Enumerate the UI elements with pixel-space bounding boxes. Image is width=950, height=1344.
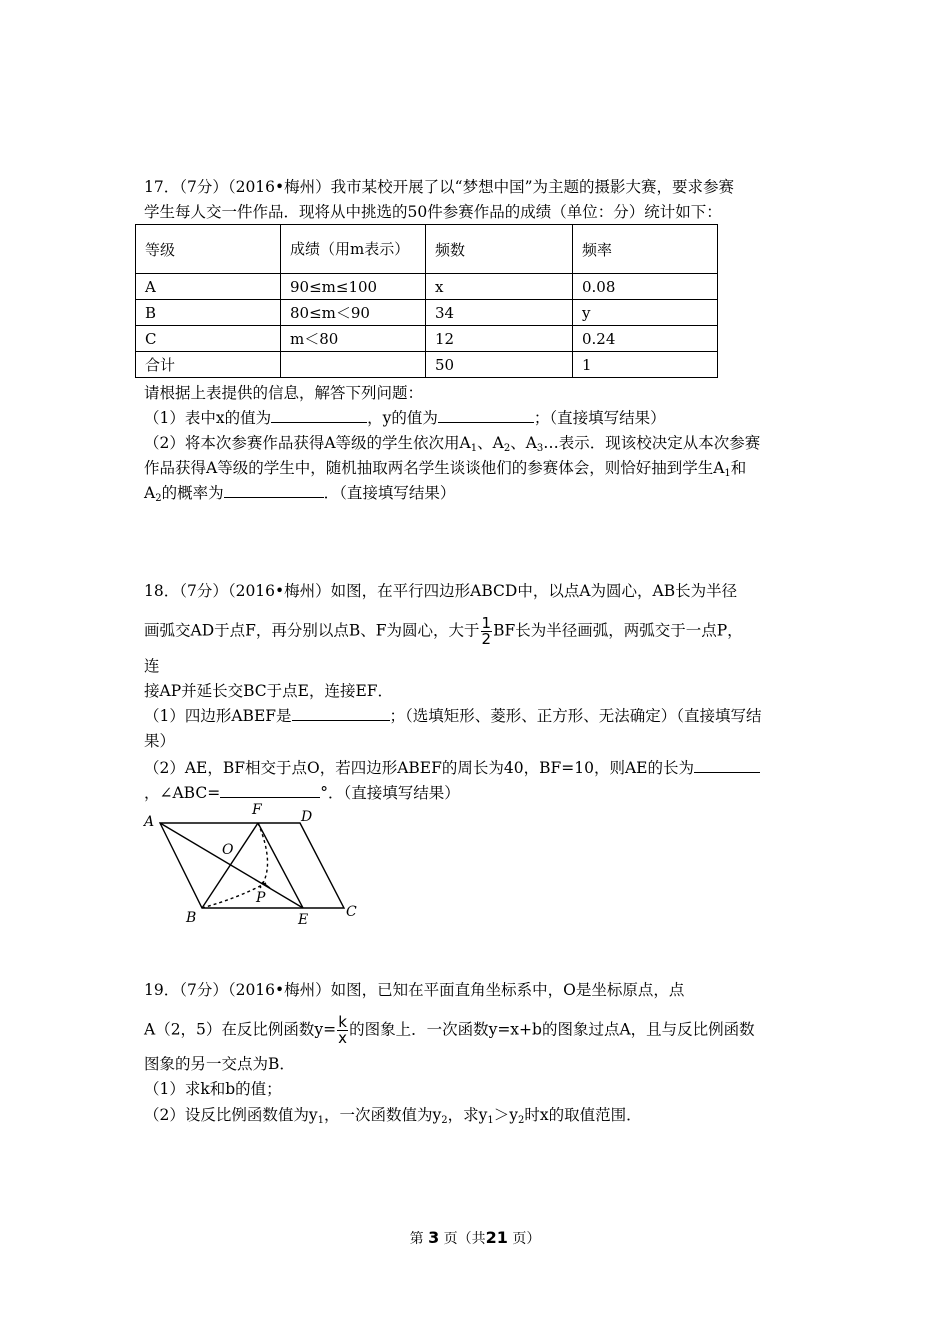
table-cell: 34 bbox=[426, 300, 573, 326]
label-e: E bbox=[298, 912, 309, 928]
table-cell: 90≤m≤100 bbox=[281, 274, 426, 300]
fraction-k-over-x bbox=[337, 1015, 348, 1046]
q19-part2 bbox=[144, 1104, 642, 1126]
table-cell: B bbox=[136, 300, 281, 326]
text: ；（选填矩形、菱形、正方形、无法确定）（直接填写结 bbox=[389, 707, 762, 725]
table-cell: A bbox=[136, 274, 281, 300]
subscript: 1 bbox=[470, 443, 478, 454]
q18-line2 bbox=[144, 616, 743, 647]
table-cell: 合计 bbox=[136, 352, 281, 378]
total-pages: 21 bbox=[485, 1228, 508, 1247]
parallelogram-figure bbox=[138, 798, 368, 930]
q17-part2-line1 bbox=[144, 432, 760, 454]
page-footer bbox=[0, 1228, 950, 1248]
table-row bbox=[136, 326, 718, 352]
fraction-half bbox=[481, 616, 493, 647]
table-row bbox=[136, 352, 718, 378]
fraction-numerator: k bbox=[338, 1013, 347, 1031]
text: ＞y bbox=[493, 1106, 519, 1124]
q18-line4: 接AP并延长交BC于点E，连接EF． bbox=[144, 682, 394, 700]
table-cell: y bbox=[573, 300, 718, 326]
table-cell: 12 bbox=[426, 326, 573, 352]
text: ，∠ABC= bbox=[144, 784, 221, 802]
table-cell: 0.08 bbox=[573, 274, 718, 300]
subscript: 1 bbox=[724, 468, 731, 479]
q19-line1: 19．（7分）（2016•梅州）如图，已知在平面直角坐标系中，O是坐标原点，点 bbox=[144, 981, 685, 999]
footer-text: 页） bbox=[512, 1231, 541, 1247]
answer-blank[interactable] bbox=[220, 783, 320, 798]
text: ，一次函数值为y bbox=[324, 1106, 442, 1124]
text: （2）设反比例函数值为y bbox=[144, 1106, 318, 1124]
q17-line1: 17．（7分）（2016•梅州）我市某校开展了以“梦想中国”为主题的摄影大赛，要求参赛 bbox=[144, 178, 735, 196]
q18-part2 bbox=[144, 757, 760, 779]
text: 时x的取值范围． bbox=[524, 1106, 642, 1124]
q17-p1-text-b: ，y的值为 bbox=[367, 409, 438, 427]
label-a: A bbox=[144, 814, 155, 830]
text: 的概率为 bbox=[161, 484, 224, 502]
table-row bbox=[136, 300, 718, 326]
footer-text: 页（共 bbox=[443, 1231, 486, 1247]
q17-p1-text-c: ；（直接填写结果） bbox=[533, 409, 666, 427]
table-row bbox=[136, 274, 718, 300]
q17-part2-line2 bbox=[144, 457, 746, 479]
answer-blank[interactable] bbox=[694, 758, 760, 773]
label-c: C bbox=[346, 904, 357, 920]
table-cell: m＜80 bbox=[281, 326, 426, 352]
text: A（2，5）在反比例函数y= bbox=[144, 1020, 337, 1039]
text: 画弧交AD于点F，再分别以点B、F为圆心，大于 bbox=[144, 621, 480, 640]
q17-intro: 请根据上表提供的信息，解答下列问题： bbox=[144, 384, 424, 402]
q17-part1 bbox=[144, 407, 666, 429]
label-p: P bbox=[256, 890, 266, 906]
table-cell: 0.24 bbox=[573, 326, 718, 352]
table-header-row bbox=[136, 225, 718, 274]
text: 作品获得A等级的学生中，随机抽取两名学生谈谈他们的参赛体会，则恰好抽到学生A bbox=[144, 459, 725, 477]
q18-part1-line2: 果） bbox=[144, 732, 176, 750]
table-cell: 50 bbox=[426, 352, 573, 378]
answer-blank[interactable] bbox=[438, 408, 534, 423]
fraction-denominator: 2 bbox=[481, 630, 492, 648]
q18-part1 bbox=[144, 705, 762, 727]
answer-blank[interactable] bbox=[224, 483, 324, 498]
q17-p1-text-a: （1）表中x的值为 bbox=[144, 409, 272, 427]
segment-bf bbox=[202, 823, 258, 908]
text: BF bbox=[493, 621, 516, 640]
label-d: D bbox=[301, 809, 313, 825]
text: A bbox=[144, 484, 156, 502]
header-frequency: 频数 bbox=[426, 225, 573, 274]
text: 的图象上．一次函数y=x+b的图象过点A，且与反比例函数 bbox=[349, 1020, 755, 1039]
q19-line2 bbox=[144, 1015, 755, 1046]
subscript: 1 bbox=[317, 1115, 324, 1126]
q17-line2: 学生每人交一件作品．现将从中挑选的50件参赛作品的成绩（单位：分）统计如下： bbox=[144, 203, 722, 221]
grades-table bbox=[135, 224, 718, 378]
subscript: 2 bbox=[155, 493, 162, 504]
table-cell: x bbox=[426, 274, 573, 300]
text: …表示．现该校决定从本次参赛 bbox=[543, 434, 761, 452]
header-score: 成绩（用m表示） bbox=[281, 225, 426, 274]
table-cell: 80≤m＜90 bbox=[281, 300, 426, 326]
text: （2）AE，BF相交于点O，若四边形ABEF的周长为40，BF=10，则AE的长为 bbox=[144, 759, 694, 777]
q17-part2-line3 bbox=[144, 482, 455, 504]
text: °．（直接填写结果） bbox=[320, 784, 460, 802]
label-b: B bbox=[186, 910, 197, 926]
answer-blank[interactable] bbox=[292, 706, 390, 721]
text: 长为半径画弧，两弧交于一点P， bbox=[515, 621, 743, 640]
text: ．（直接填写结果） bbox=[323, 484, 456, 502]
answer-blank[interactable] bbox=[271, 408, 367, 423]
table-cell bbox=[281, 352, 426, 378]
text: 、A bbox=[477, 434, 504, 452]
header-grade: 等级 bbox=[136, 225, 281, 274]
q18-line3: 连 bbox=[144, 657, 160, 675]
fraction-denominator: x bbox=[338, 1029, 348, 1047]
subscript: 2 bbox=[441, 1115, 448, 1126]
subscript: 2 bbox=[503, 443, 511, 454]
text: 、A bbox=[510, 434, 537, 452]
subscript: 1 bbox=[487, 1115, 494, 1126]
subscript: 2 bbox=[518, 1115, 525, 1126]
text: （2）将本次参赛作品获得A等级的学生依次用A bbox=[144, 434, 471, 452]
table-cell: C bbox=[136, 326, 281, 352]
parallelogram-abcd bbox=[160, 823, 344, 908]
label-f: F bbox=[252, 802, 262, 818]
q19-part1: （1）求k和b的值； bbox=[144, 1080, 282, 1098]
q18-line1: 18．（7分）（2016•梅州）如图，在平行四边形ABCD中，以点A为圆心，AB长为半径 bbox=[144, 582, 738, 600]
text: （1）四边形ABEF是 bbox=[144, 707, 292, 725]
label-o: O bbox=[222, 842, 234, 858]
header-rate: 频率 bbox=[573, 225, 718, 274]
q19-line3: 图象的另一交点为B． bbox=[144, 1055, 295, 1073]
page-number: 3 bbox=[428, 1228, 440, 1247]
footer-text: 第 bbox=[409, 1231, 424, 1247]
fraction-numerator: 1 bbox=[481, 614, 492, 632]
table-cell: 1 bbox=[573, 352, 718, 378]
subscript: 3 bbox=[536, 443, 544, 454]
text: 和 bbox=[730, 459, 747, 477]
text: ，求y bbox=[447, 1106, 488, 1124]
